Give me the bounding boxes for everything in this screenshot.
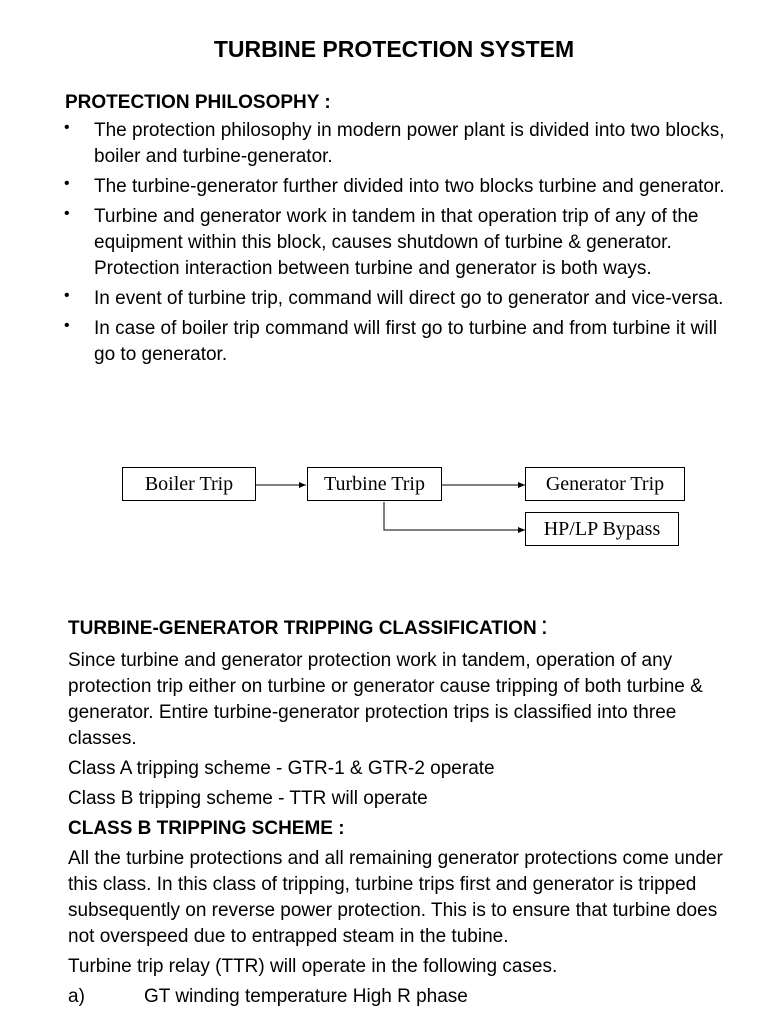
bullet-icon: • bbox=[64, 205, 70, 222]
list-item bbox=[0, 316, 768, 368]
class-b-scheme-body: All the turbine protections and all remaining generator protections come under this class. In this class of tripping, turbine trips first and generator is tripped subsequently on reverse power protection. This is to ensure that turbine does not overspeed due to entrapped steam in the tubine. bbox=[68, 848, 723, 947]
classification-heading-text: TURBINE-GENERATOR TRIPPING CLASSIFICATION bbox=[68, 618, 537, 639]
list-item bbox=[0, 174, 768, 200]
classification-section bbox=[68, 612, 748, 1010]
list-item bbox=[68, 984, 748, 1010]
bullet-icon: • bbox=[64, 317, 70, 334]
generator-trip-box: Generator Trip bbox=[525, 467, 685, 501]
philosophy-bullet-list bbox=[0, 118, 768, 372]
arrow-turbine-to-bypass bbox=[384, 502, 525, 530]
class-b-scheme-heading: CLASS B TRIPPING SCHEME : bbox=[68, 818, 345, 839]
classification-heading bbox=[68, 612, 748, 642]
bullet-icon: • bbox=[64, 119, 70, 136]
bullet-text: The protection philosophy in modern power plant is divided into two blocks, boiler and turbine-generator. bbox=[94, 120, 725, 167]
class-a-text: Class A tripping scheme - GTR-1 & GTR-2 operate bbox=[68, 758, 495, 779]
bullet-text: The turbine-generator further divided into two blocks turbine and generator. bbox=[94, 176, 725, 197]
trip-flow-diagram bbox=[0, 455, 768, 565]
document-title: TURBINE PROTECTION SYSTEM bbox=[213, 36, 575, 62]
bullet-text: Turbine and generator work in tandem in that operation trip of any of the equipment within this block, causes shutdown of turbine & generator. Protection interaction between turbine and generator is both ways. bbox=[94, 206, 699, 279]
turbine-trip-box: Turbine Trip bbox=[307, 467, 442, 501]
class-b-text: Class B tripping scheme - TTR will operate bbox=[68, 788, 428, 809]
boiler-trip-box: Boiler Trip bbox=[122, 467, 256, 501]
list-item bbox=[0, 204, 768, 282]
ttr-intro: Turbine trip relay (TTR) will operate in the following cases. bbox=[68, 956, 558, 977]
bullet-icon: • bbox=[64, 287, 70, 304]
list-item bbox=[0, 286, 768, 312]
list-item-number: a) bbox=[68, 986, 85, 1007]
classification-heading-colon: : bbox=[540, 610, 548, 640]
protection-philosophy-heading: PROTECTION PHILOSOPHY : bbox=[65, 92, 331, 113]
list-item bbox=[0, 118, 768, 170]
list-item-text: GT winding temperature High R phase bbox=[144, 986, 468, 1007]
hp-lp-bypass-box: HP/LP Bypass bbox=[525, 512, 679, 546]
bullet-text: In case of boiler trip command will first go to turbine and from turbine it will go to generator. bbox=[94, 318, 718, 365]
bullet-text: In event of turbine trip, command will direct go to generator and vice-versa. bbox=[94, 288, 724, 309]
classification-intro: Since turbine and generator protection work in tandem, operation of any protection trip either on turbine or generator cause tripping of both turbine & generator. Entire turbine-generator protection trips is classified into three classes. bbox=[68, 650, 703, 749]
bullet-icon: • bbox=[64, 175, 70, 192]
